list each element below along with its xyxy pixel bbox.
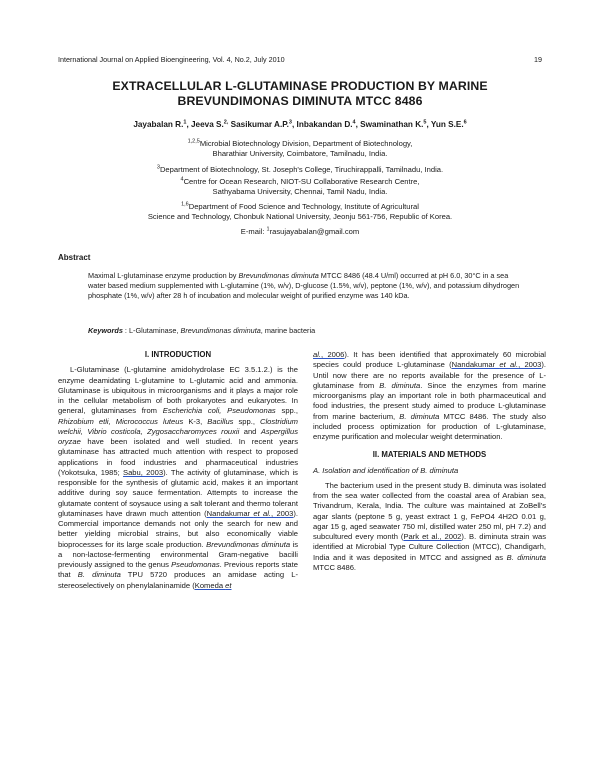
intro-paragraph: L-Glutaminase (L-glutamine amidohydrolase EC 3.5.1.2.) is the enzyme deamidating L-glutamine to L-glutamic acid and ammonia. Glutaminase is ubiquitous in microorganisms and it plays a major role in the cellular metabolism of both prokaryotes and eukaryotes. In general, glutaminases from Escherichia coli, Pseudomonas spp., Rhizobium etli, Micrococcus luteus K-3, Bacillus spp., Clostridium welchii, Vibrio costicola, Zygosaccharomyces rouxii and Aspergillus oryzae have been isolated and well studied. In recent years glutaminase has attracted much attention with respect to proposed applications in food industries and pharmaceutical industries (Yokotsuka, 1985; Sabu, 2003). The activity of glutaminase, which is responsible for the synthesis of glutamic acid, makes it an important additive during soy sauce fermentation. Attempts to increase the glutamate content of soysauce using a salt tolerant and thermo tolerant glutaminases have drawn much attention (Nandakumar et al., 2003). Commercial importance demands not only the search for new and better yielding microbial strains, but also economically viable bioprocesses for its large scale production. Brevundimonas diminuta is a non-lactose-fermenting environmental Gram-negative bacilli previously assigned to the genus Pseudomonas. Previous reports state that B. diminuta TPU 5720 produces an amidase acting L-stereoselectively on phenylalaninamide (Komeda et — [58, 365, 299, 590]
left-column — [58, 350, 298, 591]
citation-link[interactable]: Nandakumar et al., 2003 — [451, 360, 542, 370]
methods-paragraph: The bacterium used in the present study B. diminuta was isolated from the sea water collected from the coastal area of Arabian sea, Trivandrum, Kerala, India. The culture was maintained at ZoBell's agar slants (peptone 5 g, yeast extract 1 g, FePO4 4H2O 0.01 g, agar 15 g, aged seawater 750 ml, distilled water 250 ml, pH 7.2) and subcultured every month (Park et al., 2002). B. diminuta strain was identified at Microbial Type Culture Collection (MTCC), Chandigarh, India and it was deposited in MTCC and assigned as B. diminuta MTCC 8486. — [313, 480, 546, 572]
author-list: Jayabalan R.$^1$, Jeeva S.$^{2,}$ Sasikumar A.P.$^3$, Inbakandan D.$^4$, Swaminathan K.$^5$, Yun S.E.$^6$ — [133, 119, 467, 129]
email-address[interactable]: rasujayabalan@gmail.com — [269, 227, 360, 236]
subsection-heading-a: A. Isolation and identification of B. diminuta — [313, 465, 459, 475]
affiliation-3: $^3$Department of Biotechnology, St. Joseph's College, Tiruchirappalli, Tamilnadu, India. — [156, 164, 444, 174]
abstract-heading: Abstract — [58, 253, 91, 262]
citation-link[interactable]: Komeda et — [194, 580, 232, 590]
section-heading-methods: II. MATERIALS AND METHODS — [372, 450, 487, 460]
author: Jeeva S. — [191, 120, 224, 129]
right-column — [313, 350, 546, 573]
affiliation-4: $^4$Centre for Ocean Research, NIOT-SU Collaborative Research Centre, Sathyabama University, Chennai, Tamil Nadu, India. — [180, 176, 420, 196]
keywords: Keywords : L-Glutaminase, Brevundimonas diminuta, marine bacteria — [88, 326, 316, 335]
keywords-label: Keywords — [88, 326, 123, 335]
author: Swaminathan K. — [360, 120, 424, 129]
citation-link[interactable]: Park et al., 2002 — [403, 532, 462, 541]
author: Inbakandan D. — [296, 120, 353, 129]
affiliation-1: $^{1,2,5}$Microbial Biotechnology Division, Department of Biotechnology, Bharathiar University, Coimbatore, Tamilnadu, India. — [187, 138, 413, 158]
intro-paragraph-continued: al., 2006). It has been identified that approximately 60 microbial species could produce L-glutaminase (Nandakumar et al., 2003). Until now there are no reports available for the presence of L-glutaminase from B. diminuta. Since the enzymes from marine microorganisms play an important role in both pharmaceutical and food industries, the present study aimed to produce L-glutaminase from marine bacterium, B. diminuta MTCC 8486. The study also included process optimization for production of L-glutaminase, enzyme purification and molecular weight determination. — [313, 350, 546, 441]
paper-title — [58, 79, 542, 109]
author: Yun S.E. — [430, 120, 464, 129]
journal-citation: International Journal on Applied Bioengineering, Vol. 4, No.2, July 2010 — [58, 55, 285, 64]
title-line-2: BREVUNDIMONAS DIMINUTA MTCC 8486 — [177, 94, 423, 108]
citation-link[interactable]: Sabu, 2003 — [123, 467, 164, 477]
author: Jayabalan R. — [133, 120, 184, 129]
page-number: 19 — [534, 55, 542, 64]
affiliation-6: $^{1,6}$Department of Food Science and Technology, Institute of Agricultural Science and Technology, Chonbuk National University, Jeonju 561-756, Republic of Korea. — [147, 201, 453, 221]
email-line: E-mail: $^1$rasujayabalan@gmail.com — [240, 226, 360, 236]
citation-link[interactable]: Nandakumar et al., 2003 — [206, 508, 294, 518]
section-heading-introduction: I. INTRODUCTION — [144, 350, 212, 359]
abstract-text: Maximal L-glutaminase enzyme production by Brevundimonas diminuta MTCC 8486 (48.4 U/ml) occurred at pH 6.0, 30°C in a sea water based medium supplemented with L-glutamine (1%, w/v), D-glucose (1.5%, w/v), peptone (1%, w/v), and potassium dihydrogen phosphate (1%, w/v) after 28 h of incubation and molecular weight of purified enzyme was 140 kDa. — [88, 271, 520, 301]
author: Sasikumar A.P. — [230, 120, 289, 129]
title-line-1: EXTRACELLULAR L-GLUTAMINASE PRODUCTION BY MARINE — [112, 79, 488, 93]
citation-link[interactable]: al., 2006 — [313, 350, 345, 359]
running-header — [58, 55, 542, 64]
